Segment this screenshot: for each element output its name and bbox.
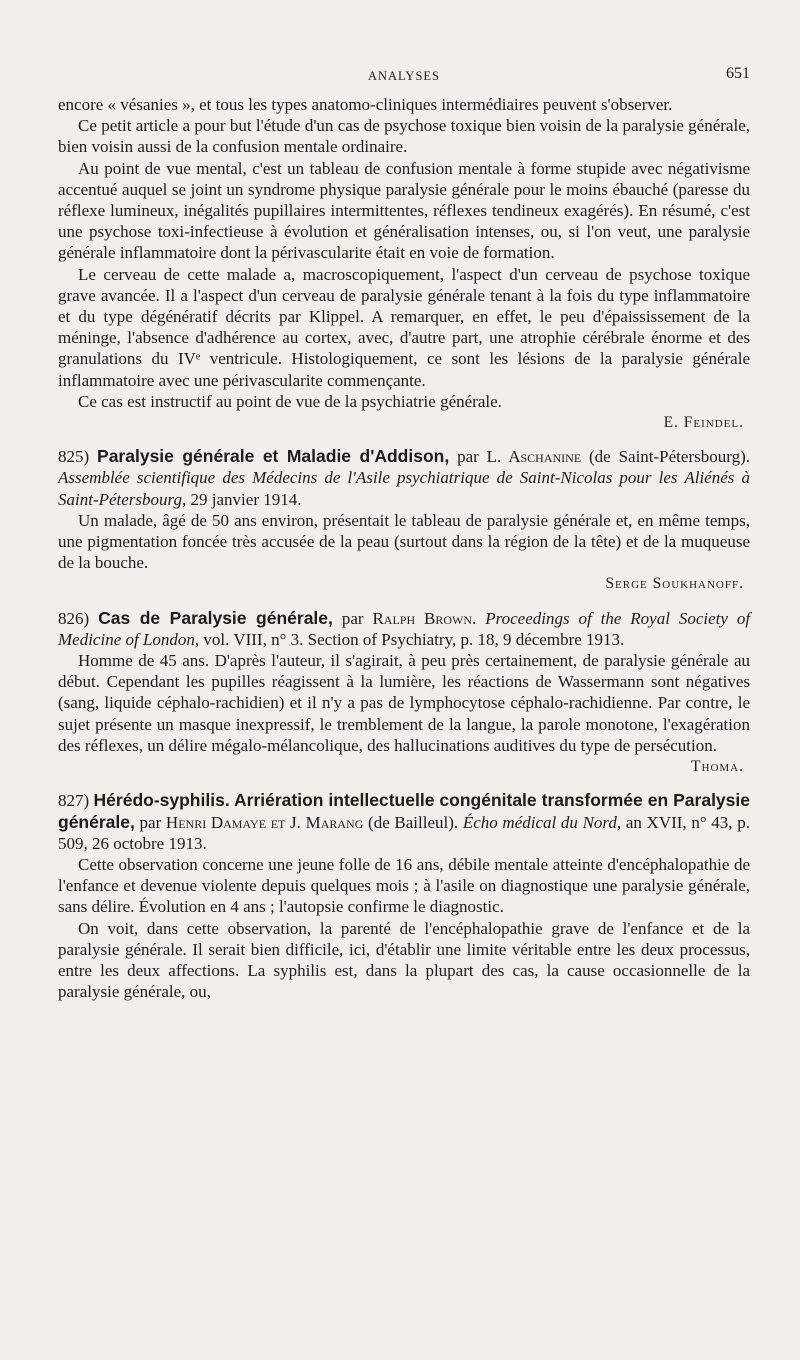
entry-827-by: par: [139, 812, 162, 832]
intro-paragraph-4: Le cerveau de cette malade a, macroscopiquement, l'aspect d'un cerveau de psychose toxique grave avancée. Il a l'aspect d'un cerveau de paralysie générale tenant à la fois du type inflammatoire et du type dégénératif décrits par Klippel. A remarquer, en effet, le peu d'épaississement de la méninge, l'absence d'adhérence au cortex, avec, d'autre part, une atrophie cérébrale énorme et des granulations du IVᵉ ventricule. Histologiquement, ce sont les lésions de la paralysie générale inflammatoire avec une périvascularite commençante.: [58, 264, 750, 390]
entry-827: [58, 790, 750, 1002]
entry-826-title: Cas de Paralysie générale,: [98, 607, 333, 628]
entry-827-author: Henri Damaye et J. Marang: [165, 812, 364, 832]
entry-826-paragraph-1: Homme de 45 ans. D'après l'auteur, il s'agirait, à peu près certainement, de paralysie générale au début. Cependant les pupilles réagissent à la lumière, les réactions de Wassermann sont négatives (sang, liquide céphalo-rachidien) et il n'y a pas de lymphocytose céphalo-rachidienne. Par contre, le sujet présente un masque inexpressif, le tremblement de la langue, la parole monotone, l'exagération des réflexes, un délire mégalo-mélancolique, des hallucinations auditives du type de persécution.: [58, 651, 750, 755]
entry-825-title: Paralysie générale et Maladie d'Addison,: [97, 446, 450, 467]
entry-825-author: L. Aschanine: [486, 447, 582, 467]
entry-827-title: Hérédo-syphilis. Arriération intellectuelle congénitale transformée en Paralysie générale,: [58, 790, 750, 832]
entry-827-paragraph-1: Cette observation concerne une jeune folle de 16 ans, débile mentale atteinte d'encéphalopathie de l'enfance et devenue violente depuis quelques mois ; à l'asile on diagnostique une paralysie générale, sans délire. Évolution en 4 ans ; l'autopsie confirme le diagnostic.: [58, 854, 750, 917]
intro-paragraph-3: Au point de vue mental, c'est un tableau de confusion mentale à forme stupide avec négativisme accentué auquel se joint un syndrome physique paralysie générale pour le moins ébauché (paresse du réflexe lumineux, inégalités pupillaires intermittentes, réflexes tendineux exagérés). En résumé, c'est une psychose toxi-infectieuse à évolution et généralisation intenses, ou, si l'on veut, une paralysie générale inflammatoire dont la périvascularite était en voie de formation.: [58, 158, 750, 263]
entry-825-number: 825): [58, 447, 90, 467]
entry-826-date: vol. VIII, n° 3. Section of Psychiatry, p. 18, 9 décembre 1913.: [203, 629, 625, 649]
intro-paragraph-5: Ce cas est instructif au point de vue de la psychiatrie générale.: [78, 391, 502, 411]
entry-826-author: Ralph Brown.: [372, 608, 477, 628]
page-number: 651: [726, 65, 750, 82]
entry-825-date: 29 janvier 1914.: [190, 489, 302, 509]
entry-827-number: 827): [58, 791, 90, 811]
entry-825-source: Assemblée scientifique des Médecins de l'Asile psychiatrique de Saint-Nicolas pour les Aliénés à Saint-Pétersbourg,: [58, 468, 750, 509]
page-header: [58, 60, 750, 84]
intro-section: [58, 94, 750, 433]
entry-825-by: par: [457, 447, 479, 467]
intro-paragraph-1: encore « vésanies », et tous les types anatomo-cliniques intermédiaires peuvent s'observer.: [58, 95, 673, 114]
entry-825-signature: Serge Soukhanoff.: [605, 575, 744, 593]
entry-826-number: 826): [58, 608, 90, 628]
entry-827-date: an XVII, n° 43, p. 509, 26 octobre 1913.: [58, 812, 750, 853]
entry-826-source: Proceedings of the Royal Society of Medicine of London,: [58, 608, 751, 649]
entry-827-paragraph-2: On voit, dans cette observation, la parenté de l'encéphalopathie grave de l'enfance et de la paralysie générale. Il serait bien difficile, ici, d'établir une limite véritable entre les deux processus, entre les deux affections. La syphilis est, dans la plupart des cas, la cause occasionnelle de la paralysie générale, ou,: [58, 918, 750, 1002]
entry-825-source-plain: (de Saint-Pétersbourg).: [589, 447, 750, 467]
intro-signature: E. Feindel.: [663, 414, 744, 432]
entry-825-paragraph-1: Un malade, âgé de 50 ans environ, présentait le tableau de paralysie générale et, en même temps, une pigmentation foncée très accusée de la peau (surtout dans la région de la tête) et de la muqueuse de la bouche.: [58, 510, 750, 573]
document-page: [58, 60, 750, 1002]
entry-827-source: Écho médical du Nord,: [462, 812, 622, 832]
intro-paragraph-2: Ce petit article a pour but l'étude d'un cas de psychose toxique bien voisin de la paralysie générale, bien voisin aussi de la confusion mentale ordinaire.: [58, 116, 750, 157]
entry-826: [58, 608, 750, 778]
entry-826-heading: [58, 608, 750, 650]
entry-825: [58, 446, 750, 594]
entry-826-by: par: [341, 608, 364, 628]
entry-825-heading: [58, 446, 750, 510]
entry-827-source-plain: (de Bailleul).: [368, 812, 459, 832]
entry-827-heading: [58, 790, 750, 854]
entry-826-signature: Thoma.: [691, 758, 744, 776]
running-title: ANALYSES: [367, 69, 441, 83]
